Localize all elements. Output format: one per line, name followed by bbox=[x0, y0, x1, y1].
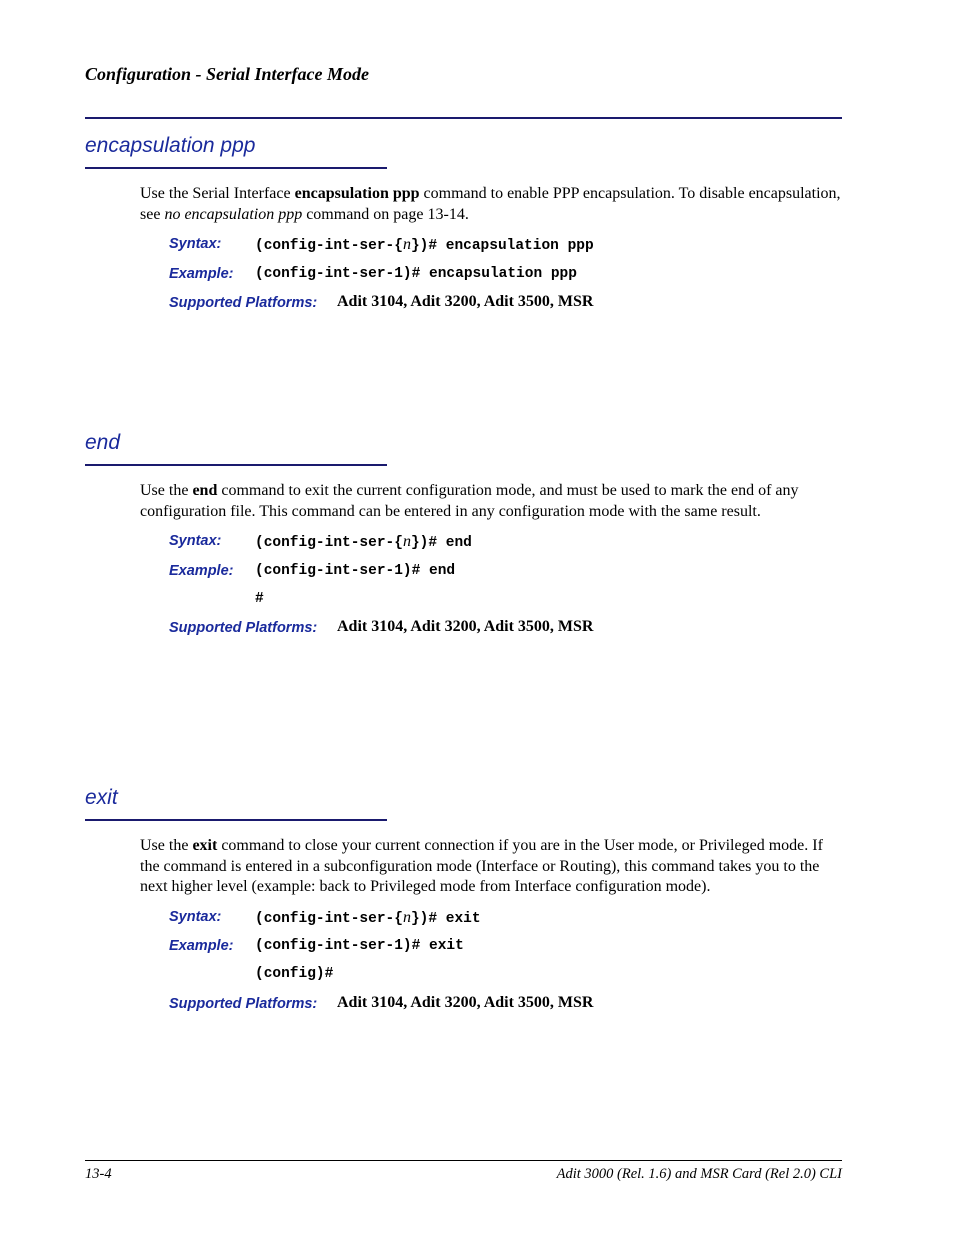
example-code-line: (config-int-ser-1)# encapsulation ppp bbox=[255, 266, 577, 282]
example-code-line: (config-int-ser-1)# end bbox=[255, 563, 456, 579]
syntax-code: (config-int-ser-{n})# encapsulation ppp bbox=[255, 236, 594, 254]
running-head: Configuration - Serial Interface Mode bbox=[85, 64, 370, 84]
syntax-label: Syntax: bbox=[169, 533, 222, 549]
platforms-value: Adit 3104, Adit 3200, Adit 3500, MSR bbox=[337, 293, 594, 310]
section-title-exit: exit bbox=[85, 786, 118, 809]
section-rule bbox=[85, 819, 387, 821]
section-description: Use the Serial Interface encapsulation ppp command to enable PPP encapsulation. To disable encapsulation, see no encapsulation ppp command on page 13-14. bbox=[140, 185, 841, 223]
platforms-label: Supported Platforms: bbox=[169, 620, 318, 636]
page-number: 13-4 bbox=[85, 1166, 112, 1182]
section-rule bbox=[85, 464, 387, 466]
syntax-label: Syntax: bbox=[169, 909, 222, 925]
example-code-line: (config-int-ser-1)# exit bbox=[255, 938, 464, 954]
example-code-line: (config)# bbox=[255, 966, 334, 982]
syntax-code: (config-int-ser-{n})# end bbox=[255, 533, 472, 551]
syntax-code: (config-int-ser-{n})# exit bbox=[255, 909, 481, 927]
example-label: Example: bbox=[169, 938, 234, 954]
section-description: Use the end command to exit the current configuration mode, and must be used to mark the end of any configuration file. This command can be entered in any configuration mode with the same result. bbox=[140, 482, 799, 520]
footer-doc-title: Adit 3000 (Rel. 1.6) and MSR Card (Rel 2.0) CLI bbox=[556, 1166, 842, 1182]
section-description: Use the exit command to close your current connection if you are in the User mode, or Privileged mode. If the command is entered in a subconfiguration mode (Interface or Routing), this command takes you to the next higher level (example: back to Privileged mode from Interface configuration mode). bbox=[140, 837, 823, 895]
example-label: Example: bbox=[169, 266, 234, 282]
section-title-encapsulation-ppp: encapsulation ppp bbox=[85, 134, 256, 157]
platforms-value: Adit 3104, Adit 3200, Adit 3500, MSR bbox=[337, 618, 594, 635]
header-rule bbox=[85, 117, 842, 119]
section-rule bbox=[85, 167, 387, 169]
footer-rule bbox=[85, 1160, 842, 1161]
platforms-label: Supported Platforms: bbox=[169, 996, 318, 1012]
platforms-value: Adit 3104, Adit 3200, Adit 3500, MSR bbox=[337, 994, 594, 1011]
platforms-label: Supported Platforms: bbox=[169, 295, 318, 311]
example-label: Example: bbox=[169, 563, 234, 579]
section-title-end: end bbox=[85, 431, 121, 454]
example-code-line: # bbox=[255, 591, 264, 607]
syntax-label: Syntax: bbox=[169, 236, 222, 252]
